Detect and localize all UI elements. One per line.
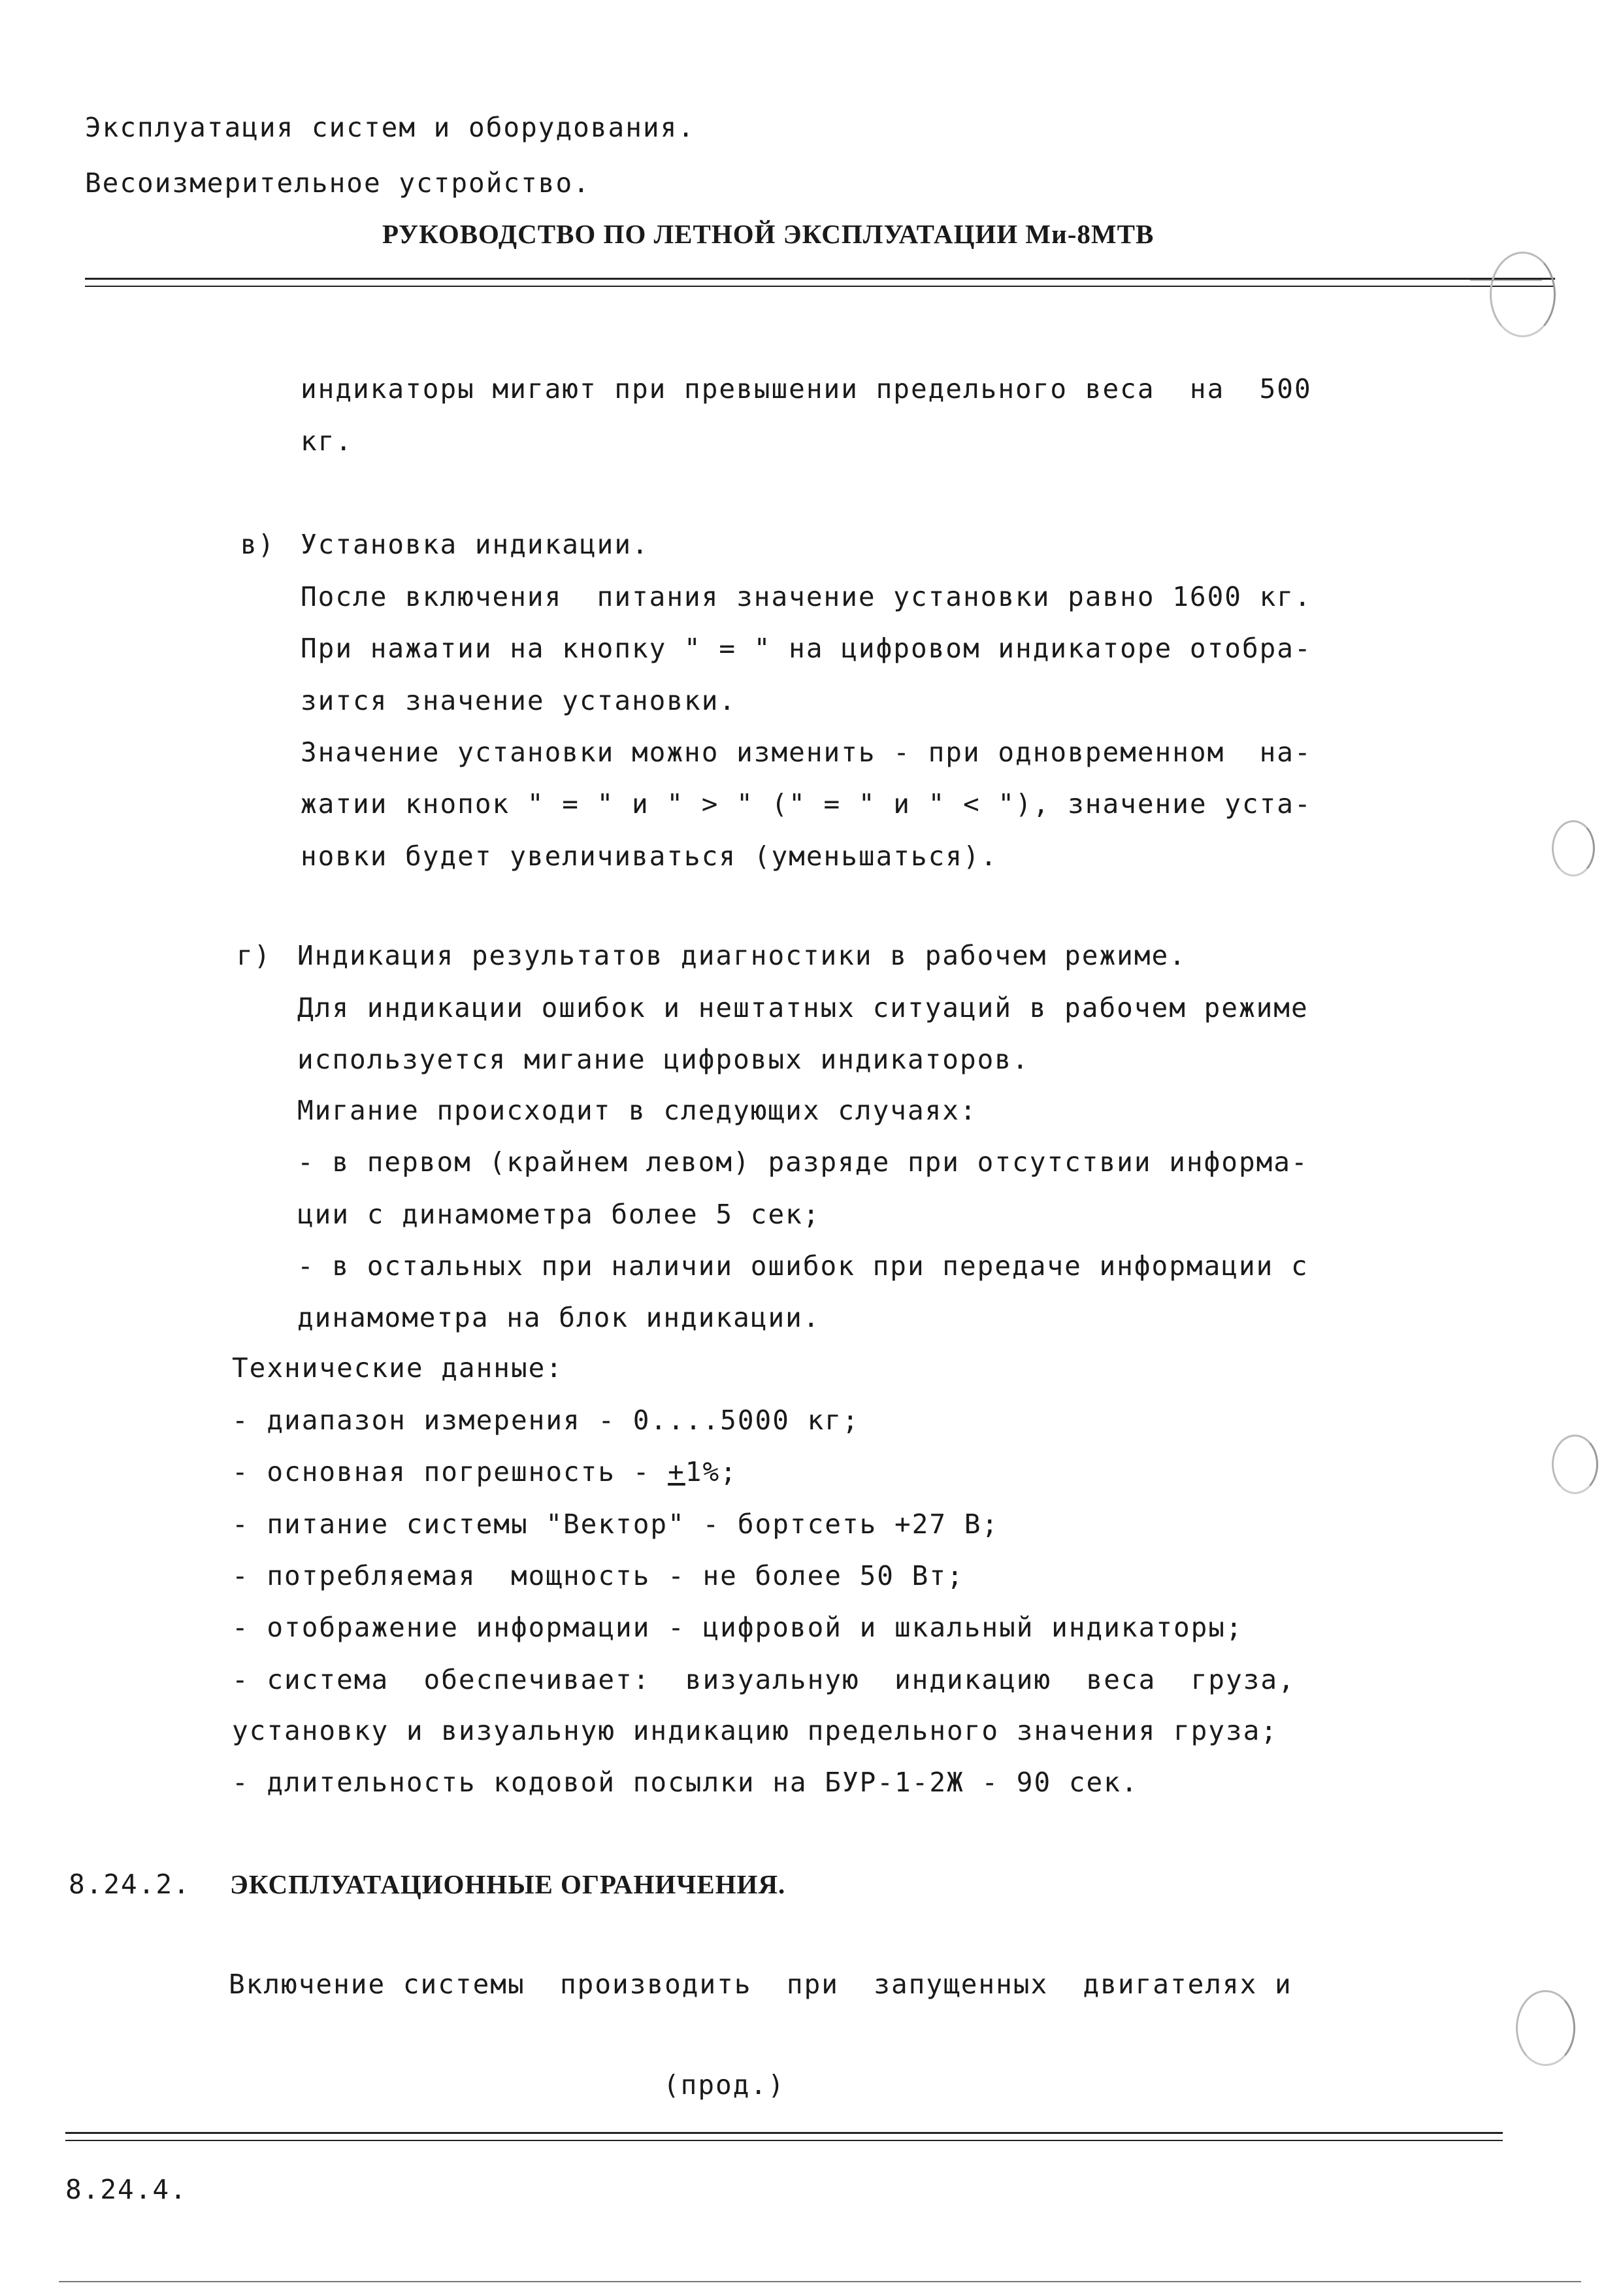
item-v-line: новки будет увеличиваться (уменьшаться). <box>301 840 998 872</box>
item-v-line: жатии кнопок " = " и " > " (" = " и " < "), значение уста- <box>301 788 1312 820</box>
item-v-line: Значение установки можно изменить - при одновременном на- <box>301 737 1312 768</box>
item-g-line: Для индикации ошибок и нештатных ситуаций в рабочем режиме <box>297 992 1309 1023</box>
item-g-line: Мигание происходит в следующих случаях: <box>297 1095 977 1126</box>
item-g-line: динамометра на блок индикации. <box>297 1302 821 1333</box>
continuation-line-1: индикаторы мигают при превышении предельного веса на 500 <box>301 373 1312 405</box>
header-line-1: Эксплуатация систем и оборудования. <box>85 112 695 143</box>
document-title: РУКОВОДСТВО ПО ЛЕТНОЙ ЭКСПЛУАТАЦИИ Ми-8МТВ <box>382 219 1155 249</box>
item-v-marker: в) <box>240 529 276 560</box>
tech-error-prefix: - основная погрешность - <box>232 1456 668 1488</box>
item-g-title: Индикация результатов диагностики в рабочем режиме. <box>297 940 1187 971</box>
tech-error <box>232 1456 738 1488</box>
punch-hole-mark <box>1490 252 1556 337</box>
item-v-line: При нажатии на кнопку " = " на цифровом индикаторе отобра- <box>301 633 1312 664</box>
tech-error-value: 1%; <box>685 1456 738 1488</box>
tech-heading: Технические данные: <box>232 1352 563 1384</box>
header-rule-bottom <box>85 286 1555 287</box>
item-v-line: После включения питания значение установки равно 1600 кг. <box>301 581 1312 612</box>
tech-system-line-1: - система обеспечивает: визуальную индикацию веса груза, <box>232 1664 1296 1695</box>
section-title: ЭКСПЛУАТАЦИОННЫЕ ОГРАНИЧЕНИЯ. <box>230 1869 786 1899</box>
page-number: 8.24.4. <box>65 2174 188 2205</box>
scan-artifact <box>1470 280 1542 281</box>
item-g-line: используется мигание цифровых индикаторов. <box>297 1044 1030 1075</box>
bottom-edge-rule <box>59 2281 1581 2282</box>
footer-rule-top <box>65 2132 1503 2134</box>
header-line-2: Весоизмерительное устройство. <box>85 167 591 199</box>
continuation-line-2: кг. <box>301 425 353 457</box>
item-g-line: - в первом (крайнем левом) разряде при отсутствии информа- <box>297 1146 1309 1178</box>
continued-note: (прод.) <box>663 2069 785 2101</box>
item-g-marker: г) <box>237 940 272 971</box>
tech-duration: - длительность кодовой посылки на БУР-1-2Ж - 90 сек. <box>232 1767 1139 1798</box>
section-number: 8.24.2. <box>69 1869 191 1900</box>
item-v-title: Установка индикации. <box>301 529 649 560</box>
punch-hole-mark <box>1516 1990 1575 2066</box>
tech-power: - питание системы "Вектор" - бортсеть +27 В; <box>232 1508 1000 1540</box>
item-v-line: зится значение установки. <box>301 685 737 716</box>
tech-system-line-2: установку и визуальную индикацию предельного значения груза; <box>232 1715 1279 1746</box>
tech-range: - диапазон измерения - 0....5000 кг; <box>232 1405 860 1436</box>
punch-hole-mark <box>1552 820 1595 876</box>
plus-minus-sign: + <box>668 1456 685 1488</box>
tech-consumption: - потребляемая мощность - не более 50 Вт; <box>232 1560 964 1591</box>
tech-display: - отображение информации - цифровой и шкальный индикаторы; <box>232 1612 1243 1643</box>
limits-text-line: Включение системы производить при запущенных двигателях и <box>229 1969 1292 2000</box>
header-rule-top <box>85 278 1555 280</box>
punch-hole-mark <box>1552 1435 1598 1494</box>
footer-rule-bottom <box>65 2140 1503 2141</box>
item-g-line: ции с динамометра более 5 сек; <box>297 1199 821 1230</box>
item-g-line: - в остальных при наличии ошибок при передаче информации с <box>297 1250 1309 1282</box>
